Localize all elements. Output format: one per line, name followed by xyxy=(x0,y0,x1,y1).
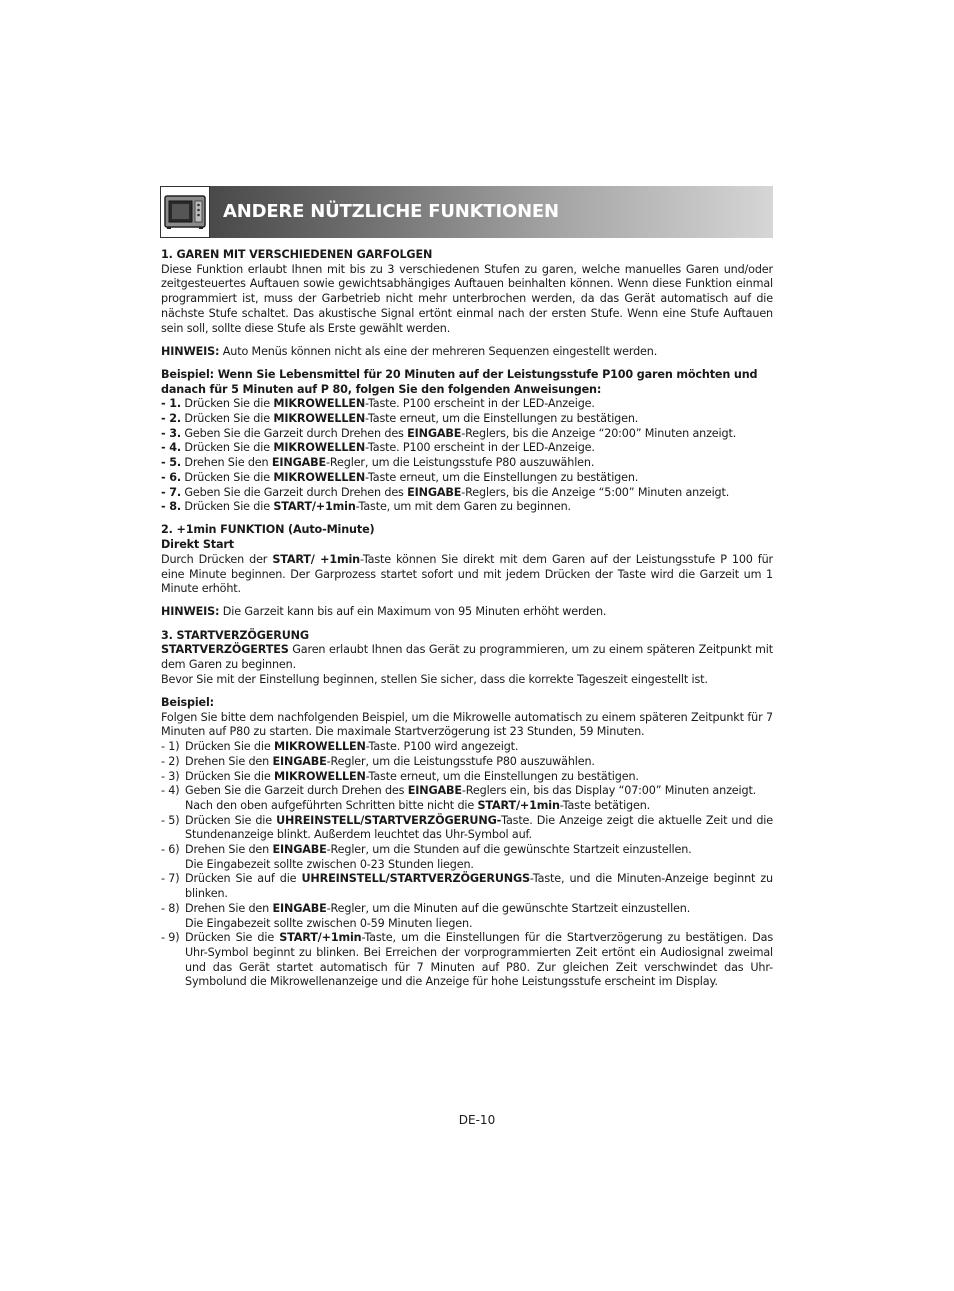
step-text: -Taste. P100 erscheint in der LED-Anzeige. xyxy=(365,397,595,411)
step-key: MIKROWELLEN xyxy=(273,740,366,754)
step-text: Drücken Sie auf die xyxy=(185,872,302,886)
section-1-example: Beispiel: Wenn Sie Lebensmittel für 20 Minuten auf der Leistungsstufe P100 garen möchten und danach für 5 Minuten auf P 80, folgen Sie den folgenden Anweisungen: xyxy=(161,367,758,396)
note-text: Auto Menüs können nicht als eine der mehreren Sequenzen eingestellt werden. xyxy=(219,344,658,358)
section-1-steps xyxy=(161,397,773,515)
list-item xyxy=(161,784,773,813)
step-text: -Taste betätigen. xyxy=(559,798,651,812)
step-text: Drücken Sie die xyxy=(185,769,274,783)
step-key: MIKROWELLEN xyxy=(273,769,366,783)
step-number: - 7) xyxy=(161,872,180,886)
step-text: -Regler, um die Leistungsstufe P80 auszuwählen. xyxy=(326,754,595,768)
step-key: EINGABE xyxy=(407,485,462,499)
list-item xyxy=(161,471,773,486)
step-text: -Regler, um die Stunden auf die gewünschte Startzeit einzustellen. xyxy=(326,843,692,857)
section-1-note xyxy=(161,345,773,360)
microwave-icon xyxy=(160,186,210,238)
step-key: EINGABE xyxy=(272,901,327,915)
step-text: Drücken Sie die xyxy=(180,397,274,411)
list-item xyxy=(161,427,773,442)
page-title: ANDERE NÜTZLICHE FUNKTIONEN xyxy=(223,201,559,222)
step-key: EINGABE xyxy=(407,784,462,798)
step-text: Geben Sie die Garzeit durch Drehen des xyxy=(180,485,408,499)
paragraph-text: Durch Drücken der xyxy=(161,552,273,566)
step-key: EINGABE xyxy=(271,456,327,470)
key-term: STARTVERZÖGERTES xyxy=(161,643,289,657)
list-item xyxy=(161,397,773,412)
step-body xyxy=(185,740,773,755)
section-banner xyxy=(160,186,773,238)
section-3-steps xyxy=(161,740,773,990)
step-body xyxy=(185,872,773,901)
section-2-subheading: Direkt Start xyxy=(161,538,234,552)
section-3-paragraph-2: Bevor Sie mit der Einstellung beginnen, stellen Sie sicher, dass die korrekte Tageszeit eingestellt ist. xyxy=(161,672,708,686)
step-text: -Taste erneut, um die Einstellungen zu bestätigen. xyxy=(365,412,639,426)
list-item xyxy=(161,755,773,770)
step-key: UHREINSTELL/STARTVERZÖGERUNG- xyxy=(276,813,502,827)
list-item xyxy=(161,500,773,515)
list-item xyxy=(161,486,773,501)
step-key: MIKROWELLEN xyxy=(273,441,366,455)
step-text: -Taste, um mit dem Garen zu beginnen. xyxy=(355,500,571,514)
paragraph-text: -Taste können Sie direkt mit dem Garen auf der Leistungsstufe P 100 für eine Minute beginnen. Der Garprozess startet sofort und mit jedem Drücken der Taste wird die Garzeit um 1 Minute erhöht. xyxy=(161,552,773,596)
section-3-heading: 3. STARTVERZÖGERUNG xyxy=(161,628,309,642)
step-body xyxy=(185,770,773,785)
step-number: - 1) xyxy=(161,740,180,754)
step-number: - 6) xyxy=(161,843,180,857)
step-text: -Regler, um die Leistungsstufe P80 auszuwählen. xyxy=(326,456,595,470)
step-text: -Reglers ein, bis das Display “07:00” Minuten anzeigt. xyxy=(461,784,757,798)
step-body xyxy=(185,784,773,813)
document-body xyxy=(161,248,773,990)
list-item xyxy=(161,902,773,931)
step-number: - 1. xyxy=(161,397,181,411)
section-3-example-label: Beispiel: xyxy=(161,695,214,709)
list-item xyxy=(161,843,773,872)
step-key: START/+1min xyxy=(273,500,356,514)
section-2-heading: 2. +1min FUNKTION (Auto-Minute) xyxy=(161,523,375,537)
section-3-paragraph-1 xyxy=(161,643,773,672)
note-label: HINWEIS: xyxy=(161,605,220,619)
step-text: -Taste, um die Einstellungen für die Startverzögerung zu bestätigen. Das Uhr-Symbol beginnt zu blinken. Bei Erreichen der vorprogrammierten Zeit ertönt ein Audiosignal zweimal und das Gerät startet automatisch für 7 Minuten auf P80. Zur gleichen Zeit verschwindet das Uhr-Symbolund die Mikrowellenanzeige und die Anzeige für hohe Leistungsstufe erscheint im Display. xyxy=(185,931,773,989)
step-number: - 8. xyxy=(161,500,181,514)
section-1-heading: 1. GAREN MIT VERSCHIEDENEN GARFOLGEN xyxy=(161,248,433,261)
page-number: DE-10 xyxy=(458,1113,496,1127)
step-text: -Taste, und die Minuten-Anzeige beginnt zu blinken. xyxy=(185,872,774,901)
step-number: - 3. xyxy=(161,426,181,440)
step-number: - 4. xyxy=(161,441,181,455)
step-key: EINGABE xyxy=(407,426,462,440)
step-text: Geben Sie die Garzeit durch Drehen des xyxy=(185,784,408,798)
step-text: -Reglers, bis die Anzeige “20:00” Minuten anzeigt. xyxy=(461,426,737,440)
step-text: -Regler, um die Minuten auf die gewünschte Startzeit einzustellen. xyxy=(326,901,691,915)
key-name: START/ +1min xyxy=(272,552,360,566)
step-key: EINGABE xyxy=(272,843,327,857)
step-text: Drücken Sie die xyxy=(180,412,274,426)
step-key: START/+1min xyxy=(279,931,362,945)
step-number: - 4) xyxy=(161,784,180,798)
section-2-paragraph xyxy=(161,553,773,597)
step-text: Geben Sie die Garzeit durch Drehen des xyxy=(180,426,408,440)
note-text: Die Garzeit kann bis auf ein Maximum von 95 Minuten erhöht werden. xyxy=(219,605,607,619)
step-key: START/+1min xyxy=(477,798,560,812)
step-text: -Taste erneut, um die Einstellungen zu bestätigen. xyxy=(365,470,639,484)
step-body xyxy=(185,755,773,770)
step-text: Drücken Sie die xyxy=(180,500,274,514)
list-item xyxy=(161,872,773,901)
note-label: HINWEIS: xyxy=(161,344,220,358)
step-number: - 6. xyxy=(161,470,181,484)
step-text: Drücken Sie die xyxy=(180,441,274,455)
step-text: Drehen Sie den xyxy=(185,754,273,768)
step-number: - 8) xyxy=(161,901,180,915)
step-number: - 9) xyxy=(161,931,180,945)
step-text: Drehen Sie den xyxy=(185,901,273,915)
step-number: - 5. xyxy=(161,456,181,470)
list-item xyxy=(161,740,773,755)
step-body xyxy=(185,814,773,843)
step-number: - 2) xyxy=(161,754,180,768)
step-text: Drücken Sie die xyxy=(185,740,274,754)
step-text: -Taste. P100 erscheint in der LED-Anzeige. xyxy=(365,441,595,455)
list-item xyxy=(161,814,773,843)
step-body xyxy=(185,931,773,990)
step-text: Nach den oben aufgeführten Schritten bitte nicht die xyxy=(185,798,478,812)
step-text: Drücken Sie die xyxy=(180,470,274,484)
step-number: - 7. xyxy=(161,485,181,499)
step-text: Drücken Sie die xyxy=(185,931,280,945)
step-body xyxy=(185,843,773,872)
step-text: Taste. Die Anzeige zeigt die aktuelle Zeit und die Stundenanzeige blinkt. Außerdem leuchtet das Uhr-Symbol auf. xyxy=(185,813,774,842)
list-item xyxy=(161,931,773,990)
step-key: MIKROWELLEN xyxy=(273,412,366,426)
list-item xyxy=(161,412,773,427)
step-text: -Taste erneut, um die Einstellungen zu bestätigen. xyxy=(365,769,639,783)
step-text: Die Eingabezeit sollte zwischen 0-23 Stunden liegen. xyxy=(185,857,474,871)
section-1-intro: Diese Funktion erlaubt Ihnen mit bis zu 3 verschiedenen Stufen zu garen, welche manuelles Garen und/oder zeitgesteuertes Auftauen sowie gewichtsabhängiges Auftauen beinhalten können. Wenn diese Funktion einmal programmiert ist, muss der Garbetrieb nicht mehr unterbrochen werden, da das Gerät automatisch auf die nächste Stufe schaltet. Das akustische Signal ertönt einmal nach der ersten Stufe. Wenn eine Stufe Auftauen sein soll, sollte diese Stufe als Erste gewählt werden. xyxy=(161,262,773,335)
step-text: Drehen Sie den xyxy=(180,456,272,470)
step-text: -Taste. P100 wird angezeigt. xyxy=(365,740,519,754)
step-number: - 3) xyxy=(161,769,180,783)
section-3-example-text: Folgen Sie bitte dem nachfolgenden Beispiel, um die Mikrowelle automatisch zu einem späteren Zeitpunkt für 7 Minuten auf P80 zu starten. Die maximale Startverzögerung ist 23 Stunden, 59 Minuten. xyxy=(161,710,773,739)
step-body xyxy=(185,902,773,931)
step-key: MIKROWELLEN xyxy=(273,470,366,484)
list-item xyxy=(161,441,773,456)
step-key: EINGABE xyxy=(272,754,327,768)
list-item xyxy=(161,456,773,471)
step-key: UHREINSTELL/STARTVERZÖGERUNGS xyxy=(301,872,530,886)
list-item xyxy=(161,770,773,785)
step-text: Drücken Sie die xyxy=(185,813,277,827)
step-text: Die Eingabezeit sollte zwischen 0-59 Minuten liegen. xyxy=(185,916,473,930)
step-text: Drehen Sie den xyxy=(185,843,273,857)
step-key: MIKROWELLEN xyxy=(273,397,366,411)
step-text: -Reglers, bis die Anzeige “5:00” Minuten anzeigt. xyxy=(461,485,730,499)
step-number: - 5) xyxy=(161,813,180,827)
section-2-note xyxy=(161,605,773,620)
step-number: - 2. xyxy=(161,412,181,426)
paragraph-text: Garen erlaubt Ihnen das Gerät zu programmieren, um zu einem späteren Zeitpunkt mit dem Garen zu beginnen. xyxy=(161,643,773,672)
